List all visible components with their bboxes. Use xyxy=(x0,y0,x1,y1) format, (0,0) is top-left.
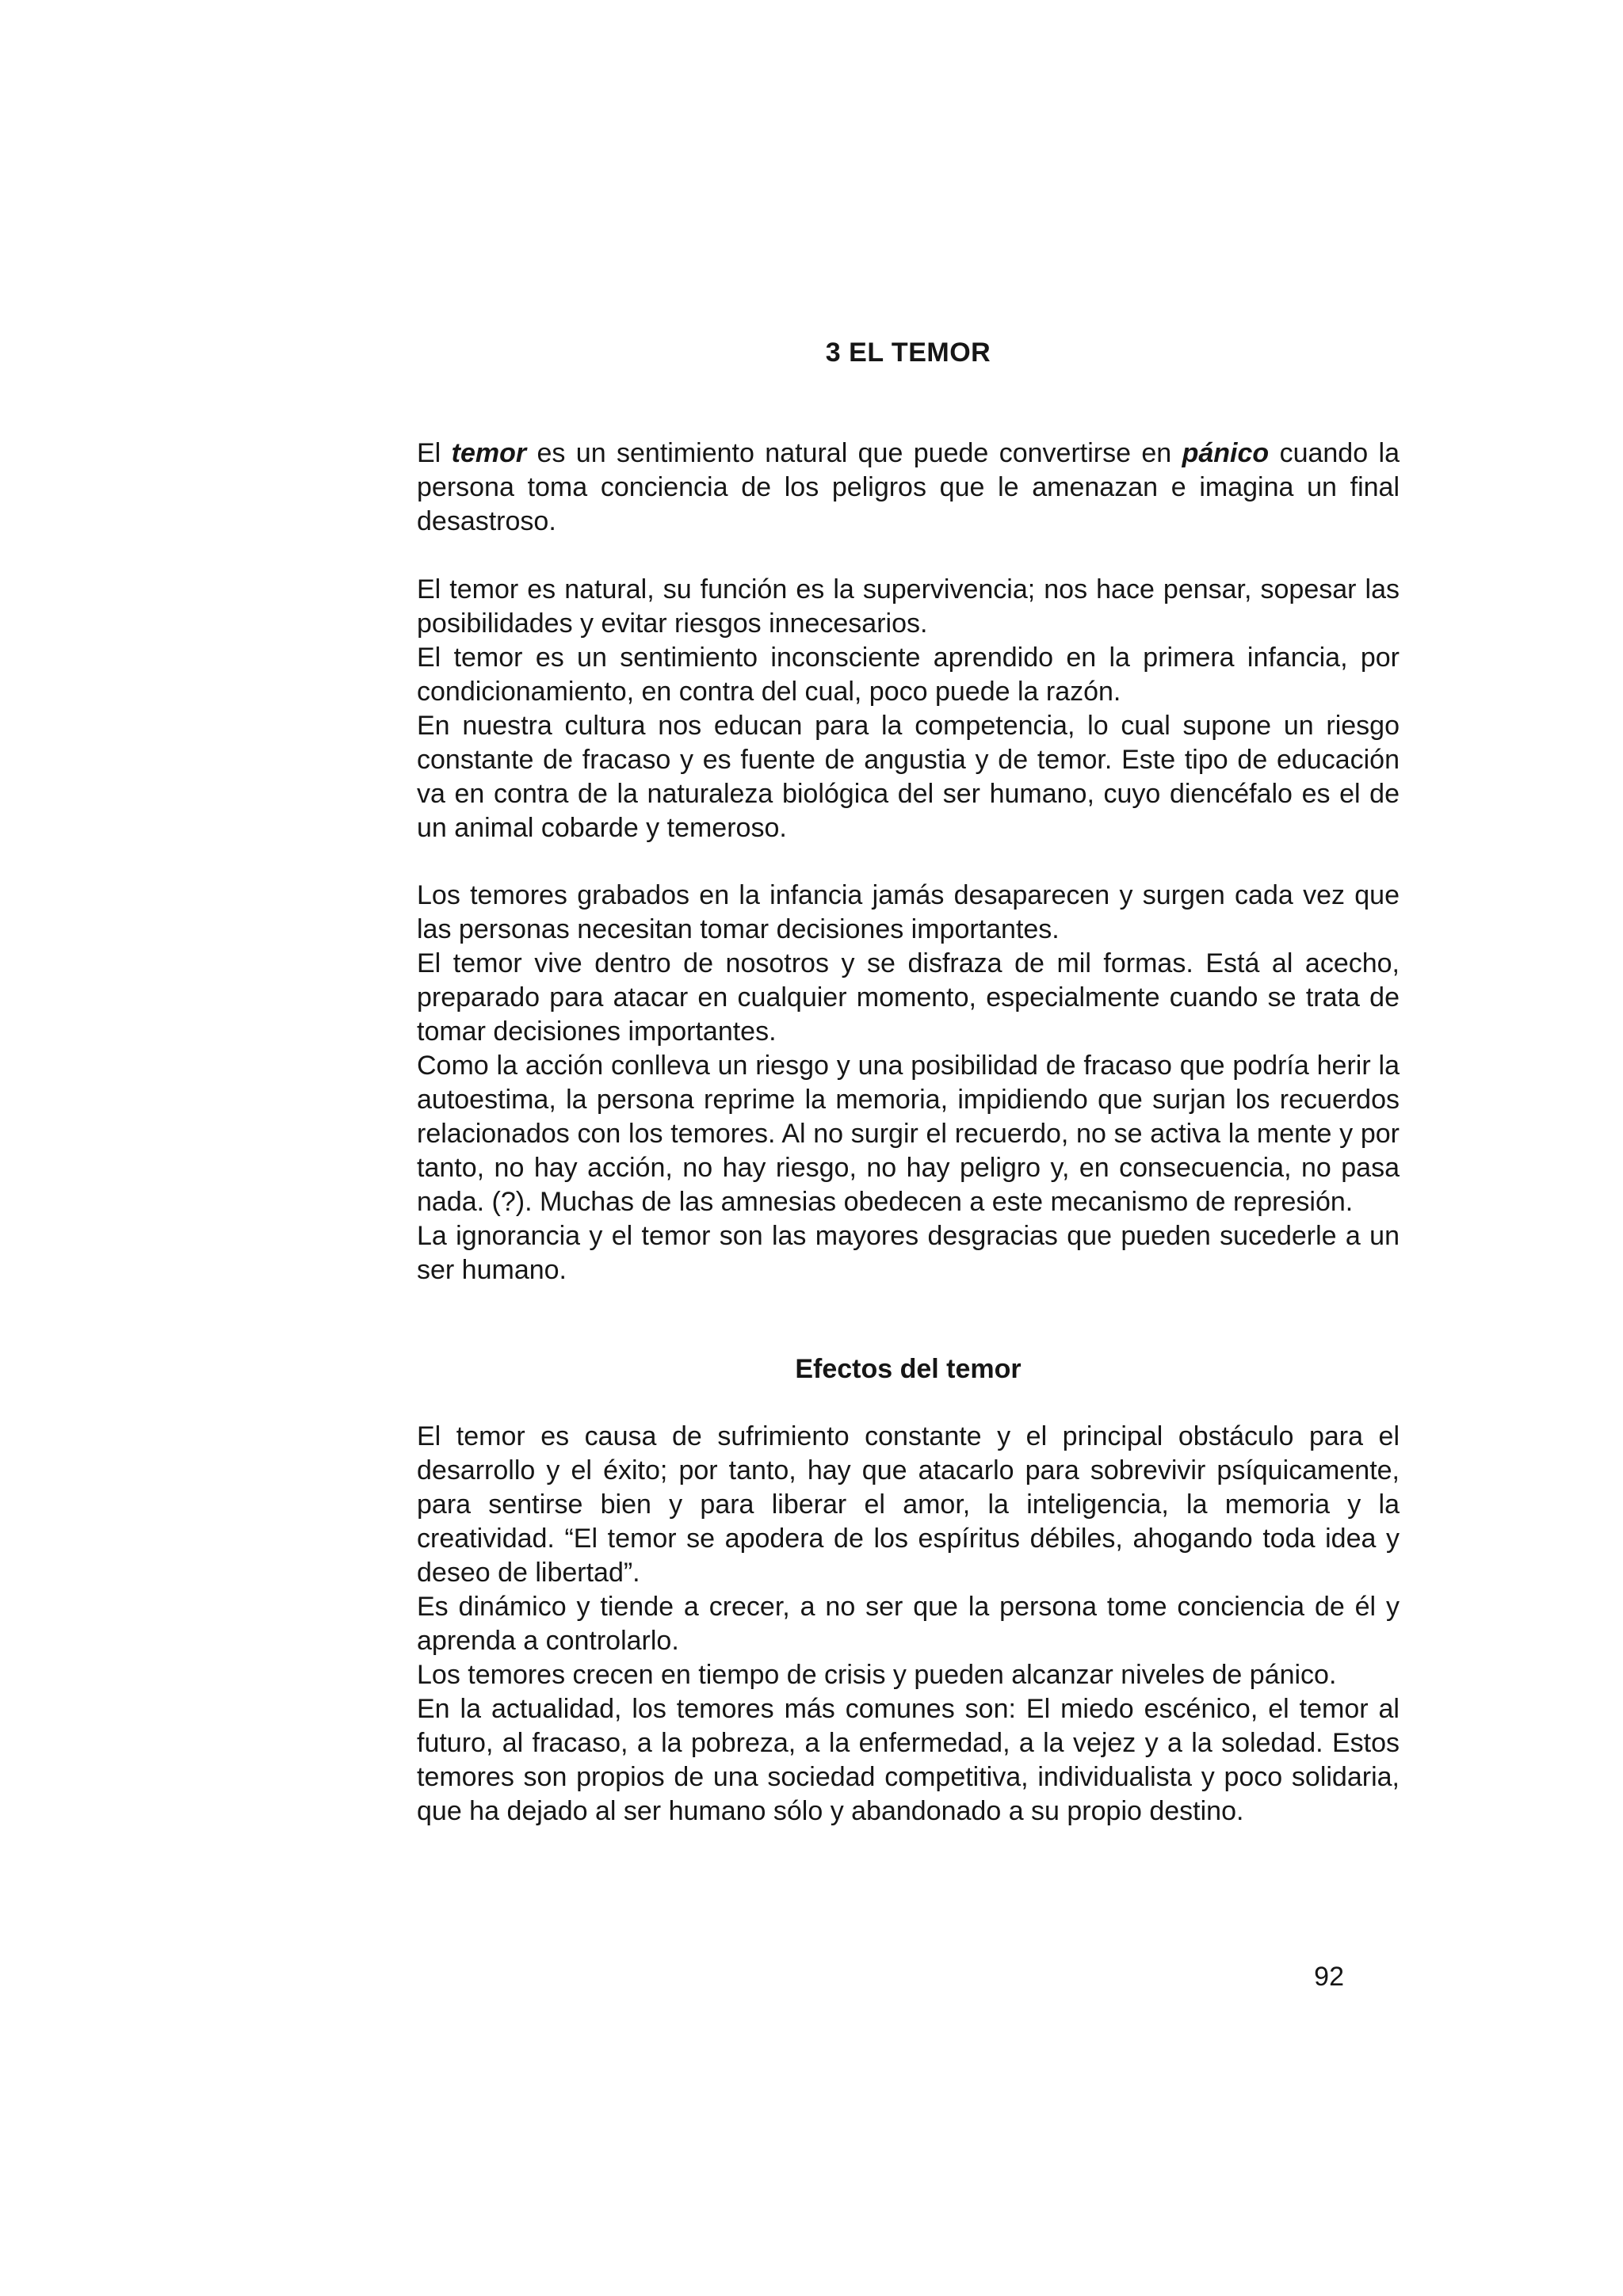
intro-text xyxy=(417,437,1400,539)
paragraph: Es dinámico y tiende a crecer, a no ser que la persona tome conciencia de él y aprenda a controlarlo. xyxy=(417,1592,1400,1656)
paragraph: La ignorancia y el temor son las mayores desgracias que pueden sucederle a un ser humano. xyxy=(417,1221,1400,1285)
intro-paragraph xyxy=(417,437,1400,539)
paragraph: El temor es un sentimiento inconsciente aprendido en la primera infancia, por condicionamiento, en contra del cual, poco puede la razón. xyxy=(417,643,1400,707)
term-panico: pánico xyxy=(1182,438,1270,468)
paragraph: El temor es natural, su función es la supervivencia; nos hace pensar, sopesar las posibilidades y evitar riesgos innecesarios. xyxy=(417,574,1400,639)
intro-text-end: cuando la persona toma conciencia de los peligros que le amenazan e imagina un final desastroso. xyxy=(417,438,1400,536)
paragraph: Los temores grabados en la infancia jamás desaparecen y surgen cada vez que las personas necesitan tomar decisiones importantes. xyxy=(417,880,1400,944)
term-temor: temor xyxy=(451,438,527,468)
section-title: Efectos del temor xyxy=(795,1354,1022,1384)
paragraph: En la actualidad, los temores más comunes son: El miedo escénico, el temor al futuro, al fracaso, a la pobreza, a la enfermedad, a la vejez y a la soledad. Estos temores son propios de una sociedad competitiva, individualista y poco solidaria, que ha dejado al ser humano sólo y abandonado a su propio destino. xyxy=(417,1694,1400,1826)
paragraph-group-1 xyxy=(417,573,1400,845)
paragraph: Los temores crecen en tiempo de crisis y pueden alcanzar niveles de pánico. xyxy=(417,1660,1337,1690)
chapter-title: 3 EL TEMOR xyxy=(825,338,991,368)
paragraph: Como la acción conlleva un riesgo y una posibilidad de fracaso que podría herir la autoestima, la persona reprime la memoria, impidiendo que surjan los recuerdos relacionados con los temores. Al no surgir el recuerdo, no se activa la mente y por tanto, no hay acción, no hay riesgo, no hay peligro y, en consecuencia, no pasa nada. (?). Muchas de las amnesias obedecen a este mecanismo de represión. xyxy=(417,1051,1400,1217)
page-number: 92 xyxy=(1314,1962,1344,1992)
paragraph: En nuestra cultura nos educan para la competencia, lo cual supone un riesgo constante de fracaso y es fuente de angustia y de temor. Este tipo de educación va en contra de la naturaleza biológica del ser humano, cuyo diencéfalo es el de un animal cobarde y temeroso. xyxy=(417,711,1400,843)
paragraph: El temor es causa de sufrimiento constante y el principal obstáculo para el desarrollo y el éxito; por tanto, hay que atacarlo para sobrevivir psíquicamente, para sentirse bien y para liberar el amor, la inteligencia, la memoria y la creatividad. “El temor se apodera de los espíritus débiles, ahogando toda idea y deseo de libertad”. xyxy=(417,1421,1400,1588)
paragraph-group-2 xyxy=(417,879,1400,1287)
paragraph-group-3 xyxy=(417,1420,1400,1829)
intro-text-middle: es un sentimiento natural que puede convertirse en xyxy=(526,438,1182,468)
intro-text-start: El xyxy=(417,438,452,468)
paragraph: El temor vive dentro de nosotros y se disfraza de mil formas. Está al acecho, preparado para atacar en cualquier momento, especialmente cuando se trata de tomar decisiones importantes. xyxy=(417,948,1400,1047)
